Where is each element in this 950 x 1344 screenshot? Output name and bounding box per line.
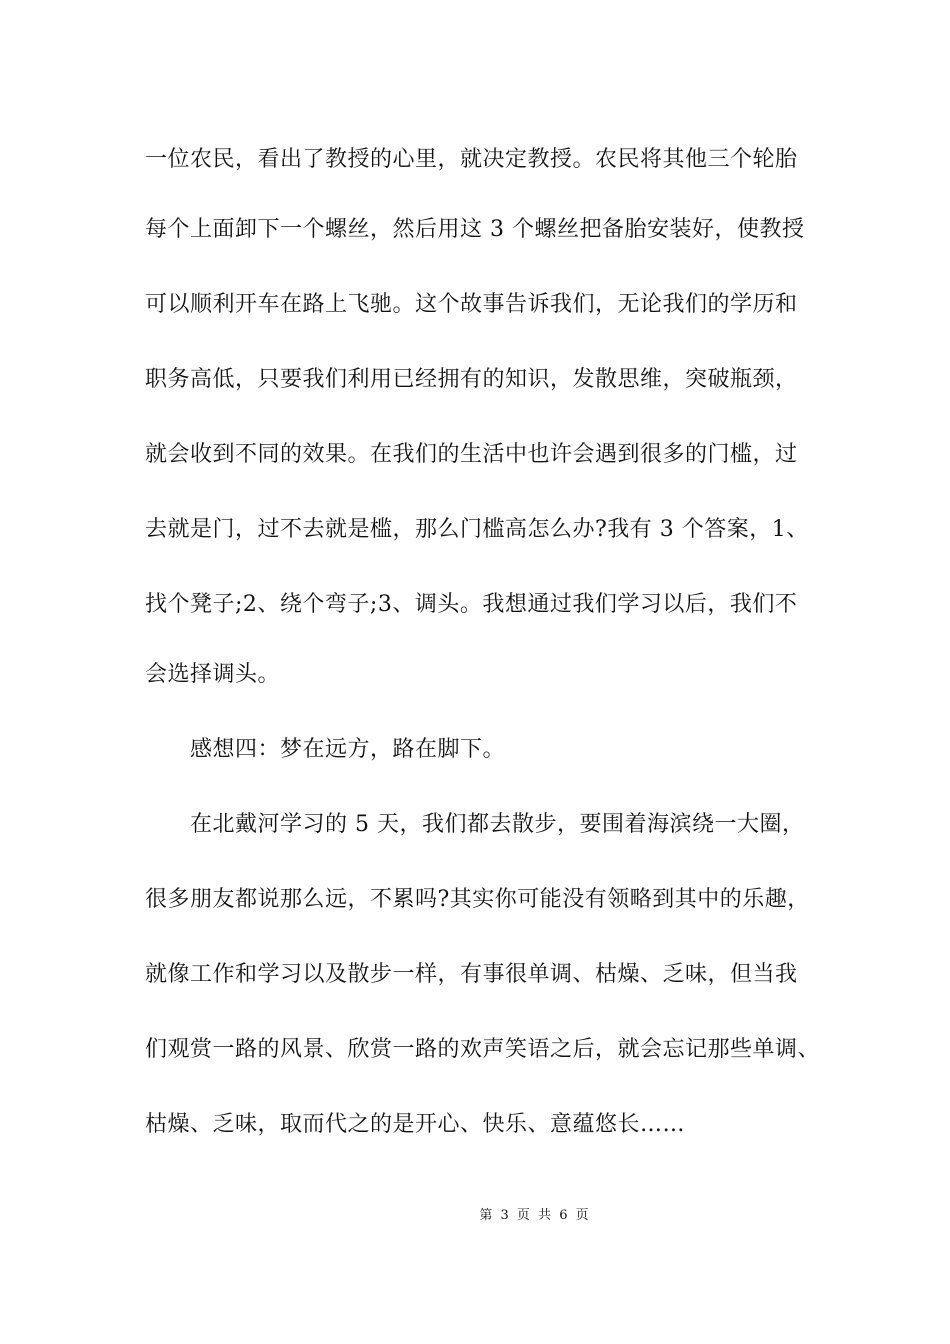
text-line: 们观赏一路的风景、欣赏一路的欢声笑语之后，就会忘记那些单调、 <box>145 1037 821 1062</box>
text-line: 会选择调头。 <box>145 662 281 687</box>
text-line: 职务高低，只要我们利用已经拥有的知识，发散思维，突破瓶颈， <box>145 367 798 392</box>
text-line: 枯燥、乏味，取而代之的是开心、快乐、意蕴悠长…… <box>145 1112 686 1137</box>
page-number-footer: 第 3 页 共 6 页 <box>479 1208 591 1223</box>
text-line: 就会收到不同的效果。在我们的生活中也许会遇到很多的门槛，过 <box>145 442 798 467</box>
text-line: 在北戴河学习的 5 天，我们都去散步，要围着海滨绕一大圈， <box>190 812 805 837</box>
text-line: 找个凳子;2、绕个弯子;3、调头。我想通过我们学习以后，我们不 <box>145 592 798 617</box>
section-heading: 感想四：梦在远方，路在脚下。 <box>190 737 506 762</box>
text-line: 一位农民，看出了教授的心里，就决定教授。农民将其他三个轮胎 <box>145 147 798 172</box>
text-line: 去就是门，过不去就是槛，那么门槛高怎么办?我有 3 个答案，1、 <box>145 517 809 542</box>
text-line: 就像工作和学习以及散步一样，有事很单调、枯燥、乏味，但当我 <box>145 962 798 987</box>
text-line: 每个上面卸下一个螺丝，然后用这 3 个螺丝把备胎安装好，使教授 <box>145 217 805 242</box>
text-line: 可以顺利开车在路上飞驰。这个故事告诉我们，无论我们的学历和 <box>145 292 798 317</box>
text-line: 很多朋友都说那么远，不累吗?其实你可能没有领略到其中的乐趣， <box>145 887 810 912</box>
